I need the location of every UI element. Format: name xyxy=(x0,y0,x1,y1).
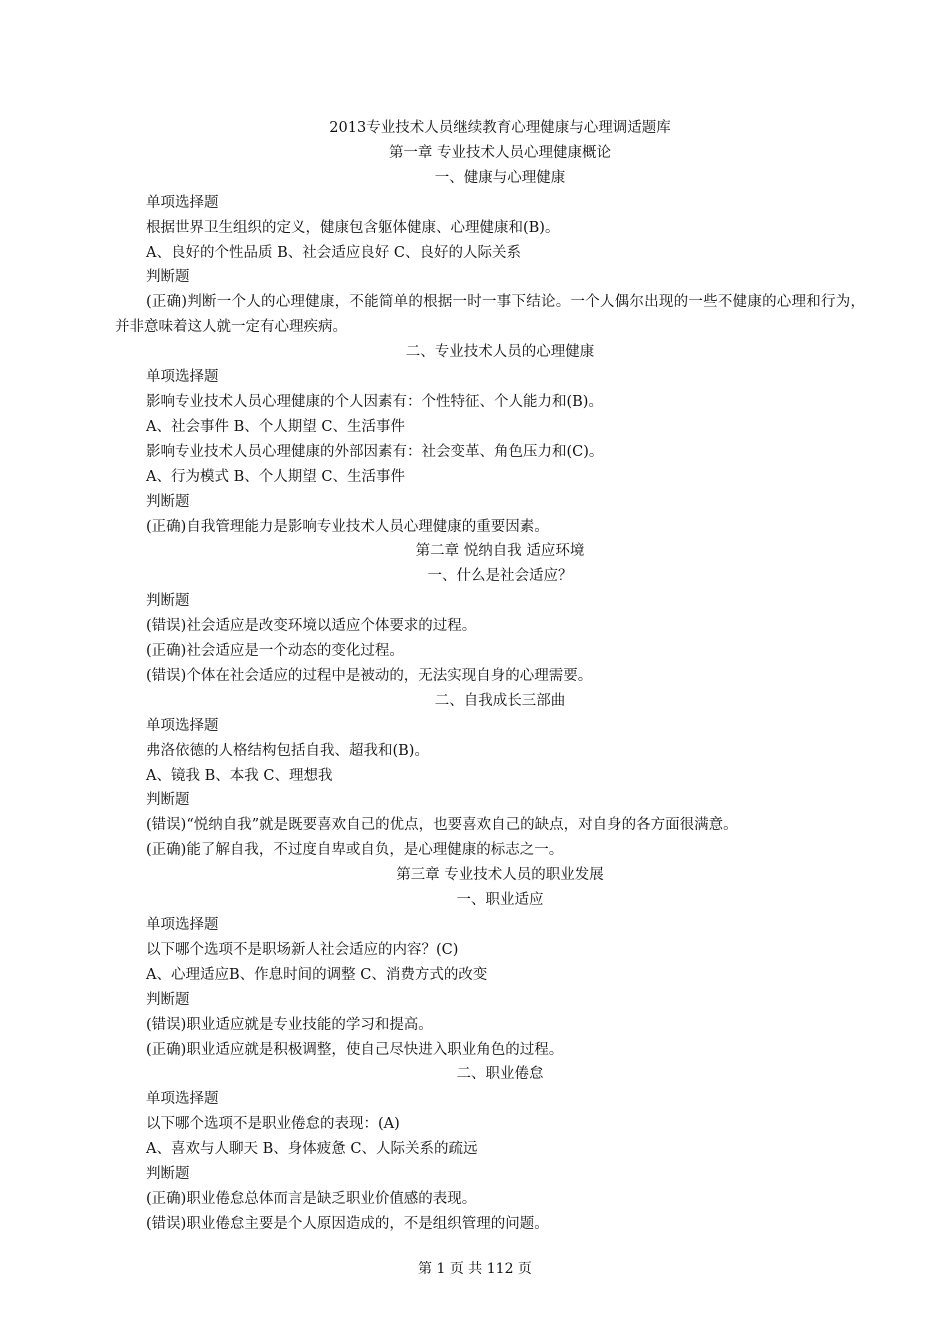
text-line: 判断题 xyxy=(146,269,190,286)
text-line: 判断题 xyxy=(146,792,190,809)
text-line: (错误)个体在社会适应的过程中是被动的，无法实现自身的心理需要。 xyxy=(146,667,593,684)
section-heading: 第三章 专业技术人员的职业发展 xyxy=(396,867,604,884)
page-footer: 第 1 页 共 112 页 xyxy=(418,1261,532,1277)
text-line: 以下哪个选项不是职业倦怠的表现：(A) xyxy=(146,1116,400,1133)
text-line: (正确)职业适应就是积极调整，使自己尽快进入职业角色的过程。 xyxy=(146,1041,564,1058)
section-heading: 二、职业倦怠 xyxy=(456,1066,544,1083)
text-line: (正确)自我管理能力是影响专业技术人员心理健康的重要因素。 xyxy=(146,518,549,535)
section-heading: 二、自我成长三部曲 xyxy=(434,692,566,709)
text-line: A、喜欢与人聊天 B、身体疲惫 C、人际关系的疏远 xyxy=(146,1141,478,1158)
text-line: (正确)社会适应是一个动态的变化过程。 xyxy=(146,643,404,660)
section-heading: 二、专业技术人员的心理健康 xyxy=(405,344,595,361)
text-line: 弗洛依德的人格结构包括自我、超我和(B)。 xyxy=(146,742,429,759)
text-line: 单项选择题 xyxy=(146,194,219,211)
section-heading: 第二章 悦纳自我 适应环境 xyxy=(415,543,585,560)
text-line: (正确)职业倦怠总体而言是缺乏职业价值感的表现。 xyxy=(146,1190,477,1207)
text-line: 影响专业技术人员心理健康的个人因素有：个性特征、个人能力和(B)。 xyxy=(146,393,603,410)
text-line: A、心理适应B、作息时间的调整 C、消费方式的改变 xyxy=(146,966,488,983)
text-line: (错误)“悦纳自我”就是既要喜欢自己的优点，也要喜欢自己的缺点，对自身的各方面很满意。 xyxy=(146,817,738,834)
section-heading: 一、健康与心理健康 xyxy=(434,169,566,186)
text-line: A、行为模式 B、个人期望 C、生活事件 xyxy=(146,468,405,485)
text-line: (错误)职业适应就是专业技能的学习和提高。 xyxy=(146,1016,433,1033)
text-line: 判断题 xyxy=(146,1166,190,1183)
text-line: 单项选择题 xyxy=(146,369,219,386)
document-title: 2013专业技术人员继续教育心理健康与心理调适题库 xyxy=(329,120,671,136)
section-heading: 一、职业适应 xyxy=(456,892,544,909)
text-line: (错误)社会适应是改变环境以适应个体要求的过程。 xyxy=(146,618,477,635)
text-line: 判断题 xyxy=(146,493,190,510)
text-line: 判断题 xyxy=(146,593,190,610)
text-line: A、良好的个性品质 B、社会适应良好 C、良好的人际关系 xyxy=(146,244,521,261)
text-line: 单项选择题 xyxy=(146,1091,219,1108)
text-line: 影响专业技术人员心理健康的外部因素有：社会变革、角色压力和(C)。 xyxy=(146,443,604,460)
text-line: (错误)职业倦怠主要是个人原因造成的，不是组织管理的问题。 xyxy=(146,1215,549,1232)
text-line: 判断题 xyxy=(146,991,190,1008)
text-line: 单项选择题 xyxy=(146,917,219,933)
text-line: 以下哪个选项不是职场新人社会适应的内容？(C) xyxy=(146,941,459,958)
text-line: (正确)判断一个人的心理健康，不能简单的根据一时一事下结论。一个人偶尔出现的一些不健康的心理和行为，并非意味着这人就一定有心理疾病。 xyxy=(115,294,865,336)
section-heading: 一、什么是社会适应？ xyxy=(427,568,573,585)
text-line: (正确)能了解自我，不过度自卑或自负，是心理健康的标志之一。 xyxy=(146,842,564,859)
document-body xyxy=(115,116,865,1237)
text-line: A、镜我 B、本我 C、理想我 xyxy=(146,767,333,784)
text-line: 单项选择题 xyxy=(146,717,219,734)
text-line: A、社会事件 B、个人期望 C、生活事件 xyxy=(146,418,405,435)
document-lines xyxy=(115,141,865,1237)
section-heading: 第一章 专业技术人员心理健康概论 xyxy=(388,144,612,161)
text-line: 根据世界卫生组织的定义，健康包含躯体健康、心理健康和(B)。 xyxy=(146,219,560,236)
